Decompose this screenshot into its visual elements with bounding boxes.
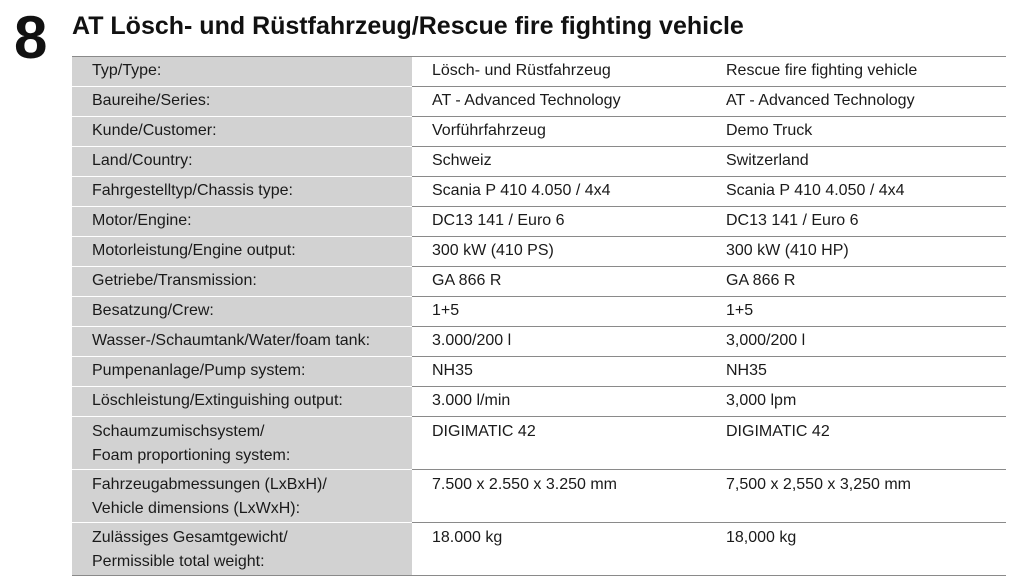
spec-value-english: 3,000/200 l <box>708 327 1006 357</box>
spec-label: Motor/Engine: <box>92 212 192 229</box>
table-row <box>72 417 1006 470</box>
table-row <box>72 117 1006 147</box>
spec-label: Fahrgestelltyp/Chassis type: <box>92 182 293 199</box>
spec-value-english: 1+5 <box>708 297 1006 327</box>
spec-value-english: DC13 141 / Euro 6 <box>708 207 1006 237</box>
spec-label: Löschleistung/Extinguishing output: <box>92 392 343 409</box>
spec-value-german: 7.500 x 2.550 x 3.250 mm <box>412 470 708 523</box>
spec-value-english: NH35 <box>708 357 1006 387</box>
spec-label: Foam proportioning system: <box>92 447 291 464</box>
spec-value-german: Lösch- und Rüstfahrzeug <box>412 57 708 87</box>
table-row <box>72 87 1006 117</box>
spec-value-english: Demo Truck <box>708 117 1006 147</box>
table-row <box>72 387 1006 417</box>
spec-value-german: GA 866 R <box>412 267 708 297</box>
table-row <box>72 147 1006 177</box>
spec-label: Baureihe/Series: <box>92 92 211 109</box>
spec-label-cell <box>72 207 412 237</box>
spec-label-cell <box>72 417 412 470</box>
spec-value-english: 7,500 x 2,550 x 3,250 mm <box>708 470 1006 523</box>
spec-label-cell <box>72 357 412 387</box>
spec-value-english: AT - Advanced Technology <box>708 87 1006 117</box>
spec-label: Schaumzumischsystem/ <box>92 423 265 440</box>
table-row <box>72 523 1006 576</box>
table-row <box>72 297 1006 327</box>
spec-label-cell <box>72 387 412 417</box>
spec-value-german: DC13 141 / Euro 6 <box>412 207 708 237</box>
spec-value-german: DIGIMATIC 42 <box>412 417 708 470</box>
spec-label-cell <box>72 87 412 117</box>
spec-label-cell <box>72 177 412 207</box>
table-row <box>72 57 1006 87</box>
spec-value-english: Rescue fire fighting vehicle <box>708 57 1006 87</box>
table-row <box>72 207 1006 237</box>
spec-label: Besatzung/Crew: <box>92 302 214 319</box>
spec-value-german: 1+5 <box>412 297 708 327</box>
table-row <box>72 267 1006 297</box>
spec-label-cell <box>72 147 412 177</box>
spec-label: Typ/Type: <box>92 62 162 79</box>
spec-label-cell <box>72 267 412 297</box>
spec-value-english: 18,000 kg <box>708 523 1006 576</box>
spec-value-german: 3.000 l/min <box>412 387 708 417</box>
spec-label-cell <box>72 237 412 267</box>
spec-label: Zulässiges Gesamtgewicht/ <box>92 529 288 546</box>
spec-label: Getriebe/Transmission: <box>92 272 257 289</box>
table-row <box>72 327 1006 357</box>
spec-label-cell <box>72 327 412 357</box>
spec-value-german: 3.000/200 l <box>412 327 708 357</box>
table-row <box>72 357 1006 387</box>
spec-label-cell <box>72 297 412 327</box>
spec-label-cell <box>72 117 412 147</box>
spec-label-cell <box>72 470 412 523</box>
spec-value-english: 3,000 lpm <box>708 387 1006 417</box>
spec-value-english: 300 kW (410 HP) <box>708 237 1006 267</box>
spec-label: Land/Country: <box>92 152 193 169</box>
table-row <box>72 470 1006 523</box>
spec-label-cell <box>72 523 412 576</box>
spec-label: Wasser-/Schaumtank/Water/foam tank: <box>92 332 371 349</box>
spec-value-english: GA 866 R <box>708 267 1006 297</box>
spec-label: Kunde/Customer: <box>92 122 217 139</box>
spec-table <box>72 56 1006 576</box>
chapter-number: 8 <box>14 4 48 71</box>
spec-label: Fahrzeugabmessungen (LxBxH)/ <box>92 476 327 493</box>
spec-value-german: 18.000 kg <box>412 523 708 576</box>
table-row <box>72 177 1006 207</box>
spec-value-german: 300 kW (410 PS) <box>412 237 708 267</box>
spec-value-english: DIGIMATIC 42 <box>708 417 1006 470</box>
spec-label: Motorleistung/Engine output: <box>92 242 296 259</box>
table-row <box>72 237 1006 267</box>
spec-value-german: AT - Advanced Technology <box>412 87 708 117</box>
spec-label: Vehicle dimensions (LxWxH): <box>92 500 301 517</box>
spec-value-german: Vorführfahrzeug <box>412 117 708 147</box>
page-title: AT Lösch- und Rüstfahrzeug/Rescue fire fighting vehicle <box>72 12 744 40</box>
spec-value-english: Scania P 410 4.050 / 4x4 <box>708 177 1006 207</box>
spec-label: Pumpenanlage/Pump system: <box>92 362 306 379</box>
spec-value-german: Scania P 410 4.050 / 4x4 <box>412 177 708 207</box>
spec-label-cell <box>72 57 412 87</box>
spec-value-english: Switzerland <box>708 147 1006 177</box>
spec-label: Permissible total weight: <box>92 553 265 570</box>
spec-value-german: Schweiz <box>412 147 708 177</box>
spec-value-german: NH35 <box>412 357 708 387</box>
